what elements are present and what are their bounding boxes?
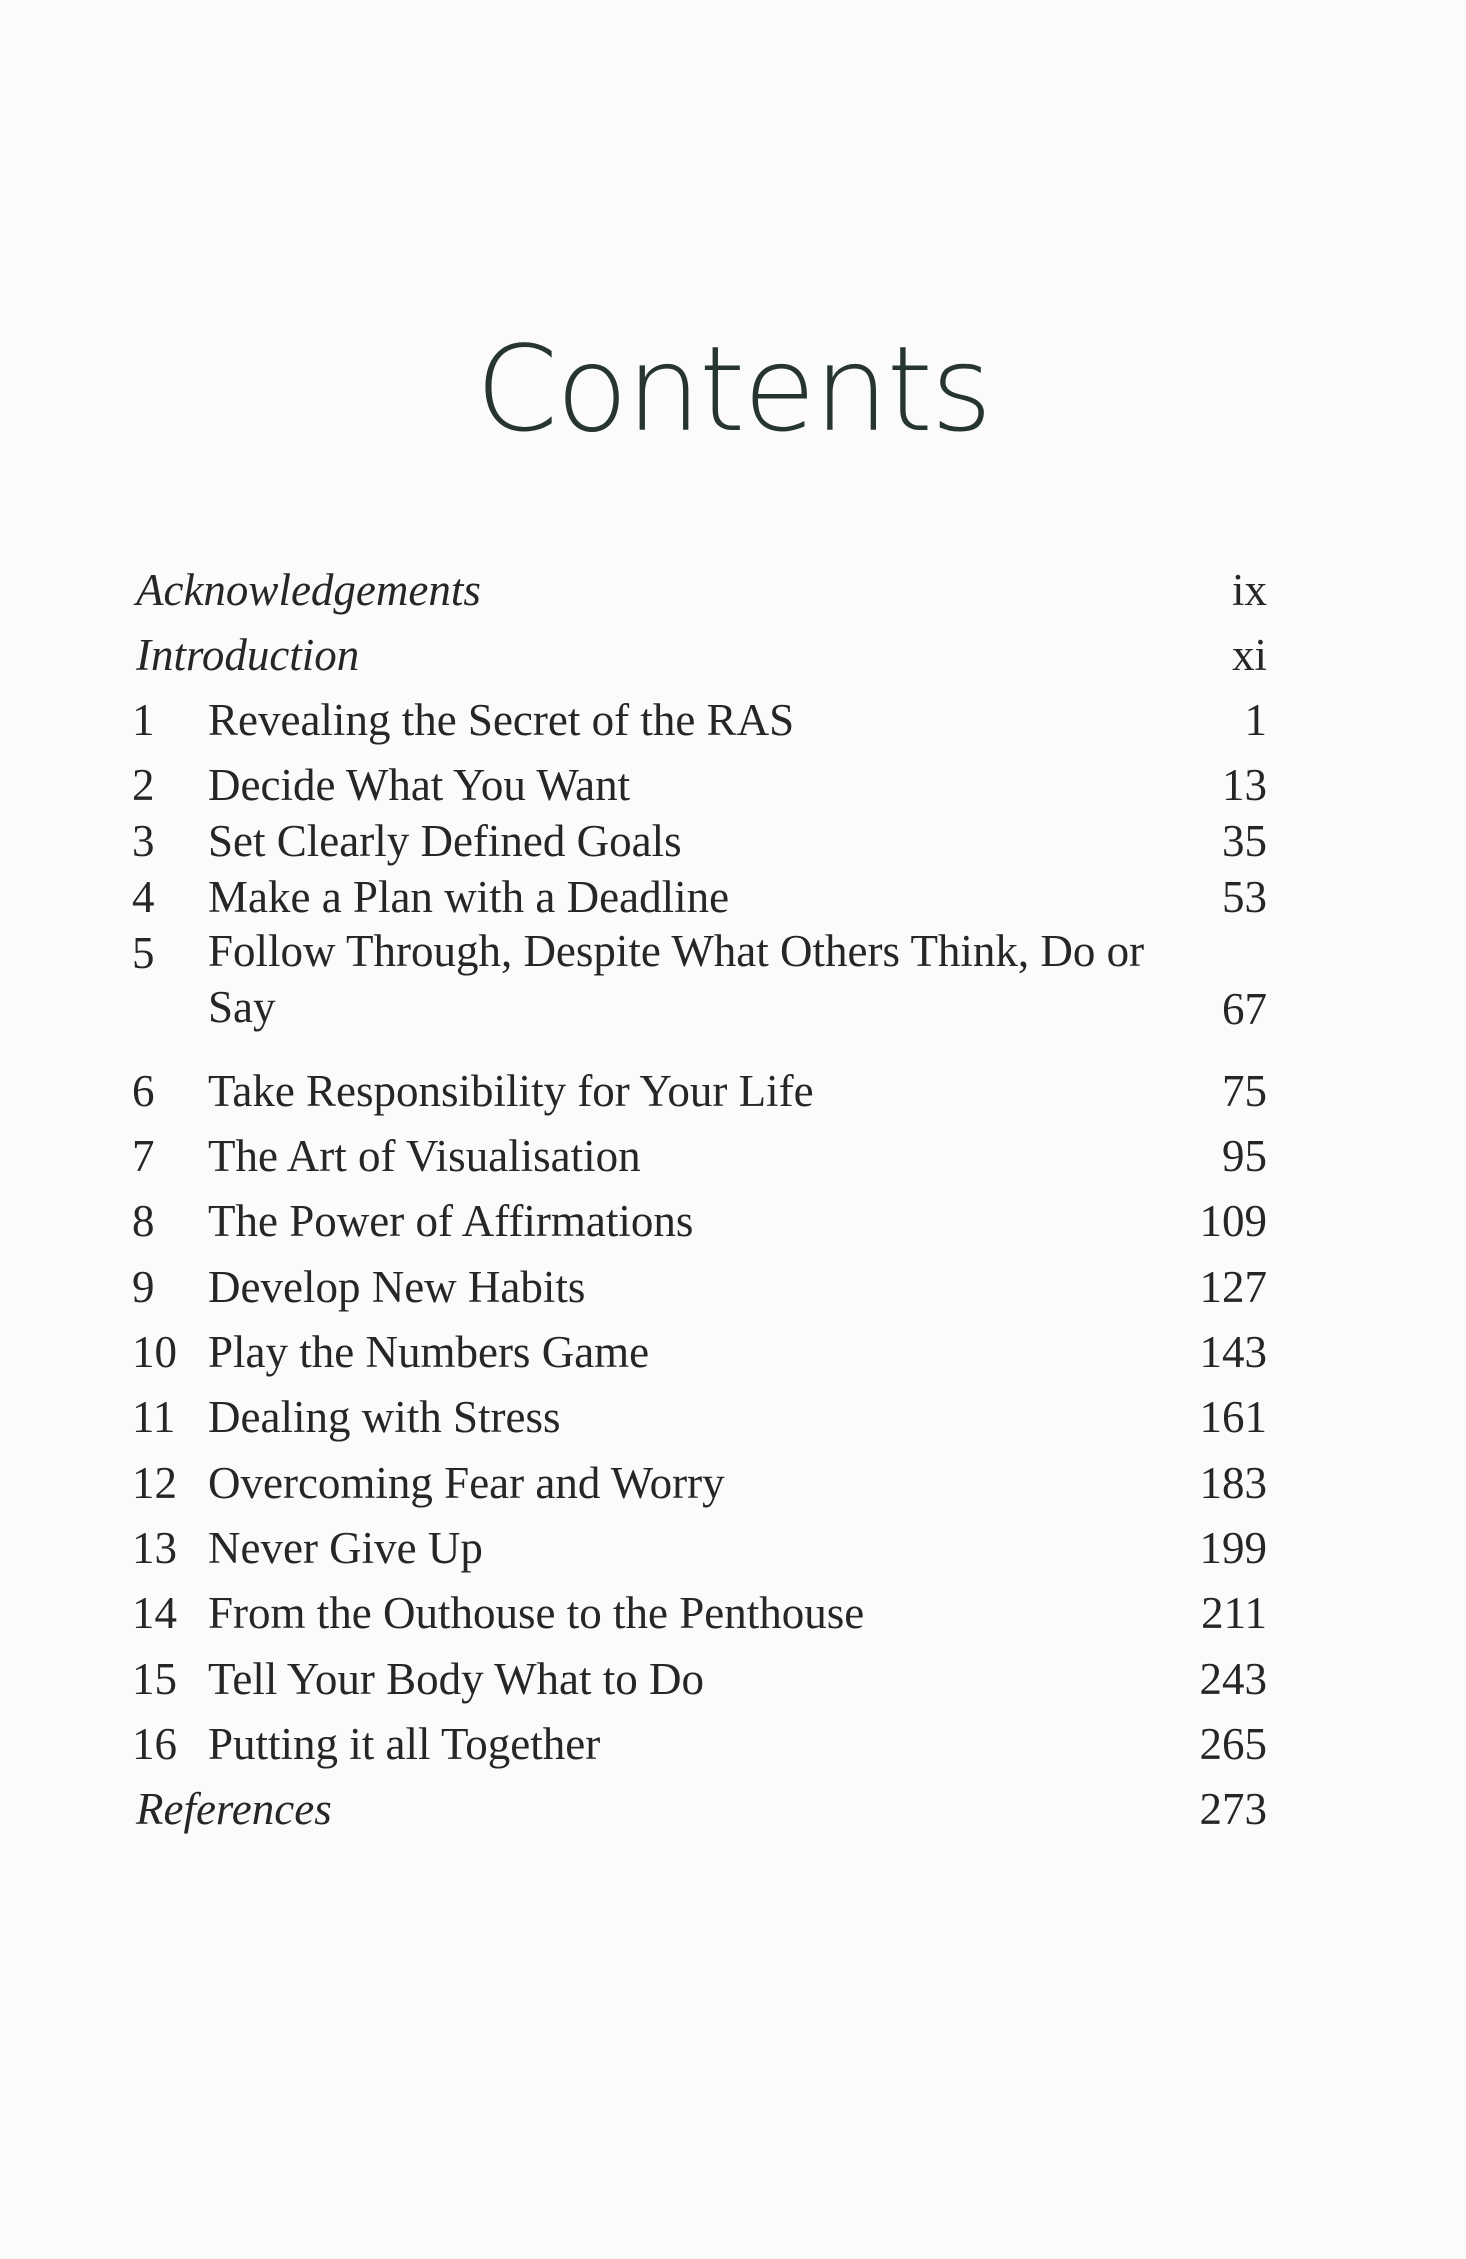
toc-entry-chapter-16 xyxy=(132,1714,1267,1774)
toc-entry-chapter-10 xyxy=(132,1322,1267,1382)
toc-entry-title: Dealing with Stress xyxy=(208,1392,561,1442)
toc-entry-page: 1 xyxy=(1244,695,1267,745)
toc-entry-title: Follow Through, Despite What Others Think, Do or Say xyxy=(208,926,1145,1032)
toc-entry-page: 75 xyxy=(1222,1066,1267,1116)
toc-chapter-number: 8 xyxy=(132,1196,155,1246)
toc-entry-chapter-12 xyxy=(132,1453,1267,1513)
toc-entry-page: 95 xyxy=(1222,1131,1267,1181)
toc-entry-title: Acknowledgements xyxy=(136,565,481,615)
toc-chapter-number: 5 xyxy=(132,928,155,978)
toc-chapter-number: 3 xyxy=(132,816,155,866)
toc-entry-title: The Art of Visualisation xyxy=(208,1131,641,1181)
toc-entry-title: References xyxy=(136,1784,332,1834)
toc-chapter-number: 9 xyxy=(132,1262,155,1312)
toc-entry-page: 265 xyxy=(1199,1719,1267,1769)
toc-entry-title: Decide What You Want xyxy=(208,760,631,810)
toc-chapter-number: 13 xyxy=(132,1523,177,1573)
toc-entry-page: 53 xyxy=(1222,872,1267,922)
toc-chapter-number: 4 xyxy=(132,872,155,922)
toc-entry-title: The Power of Affirmations xyxy=(208,1196,694,1246)
toc-entry-page: 13 xyxy=(1222,760,1267,810)
toc-entry-chapter-7 xyxy=(132,1126,1267,1186)
toc-entry-page: 243 xyxy=(1199,1654,1267,1704)
page-title: Contents xyxy=(475,320,991,458)
toc-entry-title: Revealing the Secret of the RAS xyxy=(208,695,795,745)
toc-entry-chapter-11 xyxy=(132,1387,1267,1447)
toc-entry-title: Introduction xyxy=(136,630,360,680)
toc-chapter-number: 1 xyxy=(132,695,155,745)
toc-entry-page: 67 xyxy=(1222,984,1267,1034)
toc-chapter-number: 16 xyxy=(132,1719,177,1769)
toc-entry-title: Overcoming Fear and Worry xyxy=(208,1458,725,1508)
toc-entry-title: Never Give Up xyxy=(208,1523,483,1573)
toc-entry-page: 127 xyxy=(1199,1262,1267,1312)
toc-entry-page: 273 xyxy=(1199,1784,1267,1834)
toc-entry-chapter-4 xyxy=(132,867,1267,927)
toc-entry-references xyxy=(132,1779,1267,1839)
toc-entry-page: 161 xyxy=(1199,1392,1267,1442)
toc-entry-page: 183 xyxy=(1199,1458,1267,1508)
toc-entry-title: Develop New Habits xyxy=(208,1262,586,1312)
toc-chapter-number: 12 xyxy=(132,1458,177,1508)
toc-entry-page: 109 xyxy=(1199,1196,1267,1246)
toc-entry-page: ix xyxy=(1231,565,1267,615)
toc-chapter-number: 15 xyxy=(132,1654,177,1704)
toc-entry-chapter-9 xyxy=(132,1257,1267,1317)
toc-entry-chapter-2 xyxy=(132,755,1267,815)
toc-entry-chapter-6 xyxy=(132,1061,1267,1121)
toc-chapter-number: 7 xyxy=(132,1131,155,1181)
toc-entry-page: 35 xyxy=(1222,816,1267,866)
toc-chapter-number: 2 xyxy=(132,760,155,810)
toc-entry-page: 143 xyxy=(1199,1327,1267,1377)
toc-chapter-number: 11 xyxy=(132,1392,176,1442)
toc-chapter-number: 6 xyxy=(132,1066,155,1116)
toc-chapter-number: 14 xyxy=(132,1588,177,1638)
toc-entry-chapter-5 xyxy=(132,923,1267,1037)
toc-entry-introduction xyxy=(132,625,1267,685)
toc-entry-title: Take Responsibility for Your Life xyxy=(208,1066,814,1116)
toc-entry-title: Make a Plan with a Deadline xyxy=(208,872,730,922)
toc-entry-page: 199 xyxy=(1199,1523,1267,1573)
toc-entry-chapter-13 xyxy=(132,1518,1267,1578)
toc-entry-acknowledgements xyxy=(132,560,1267,620)
toc-entry-title: Play the Numbers Game xyxy=(208,1327,650,1377)
toc-entry-title: Putting it all Together xyxy=(208,1719,601,1769)
toc-entry-chapter-3 xyxy=(132,811,1267,871)
toc-entry-chapter-14 xyxy=(132,1583,1267,1643)
toc-entry-chapter-8 xyxy=(132,1191,1267,1251)
toc-entry-chapter-15 xyxy=(132,1649,1267,1709)
toc-chapter-number: 10 xyxy=(132,1327,177,1377)
toc-entry-title: Tell Your Body What to Do xyxy=(208,1654,705,1704)
toc-entry-title: From the Outhouse to the Penthouse xyxy=(208,1588,865,1638)
toc-entry-page: 211 xyxy=(1201,1588,1267,1638)
toc-entry-page: xi xyxy=(1231,630,1267,680)
toc-entry-chapter-1 xyxy=(132,690,1267,750)
toc-entry-title: Set Clearly Defined Goals xyxy=(208,816,682,866)
